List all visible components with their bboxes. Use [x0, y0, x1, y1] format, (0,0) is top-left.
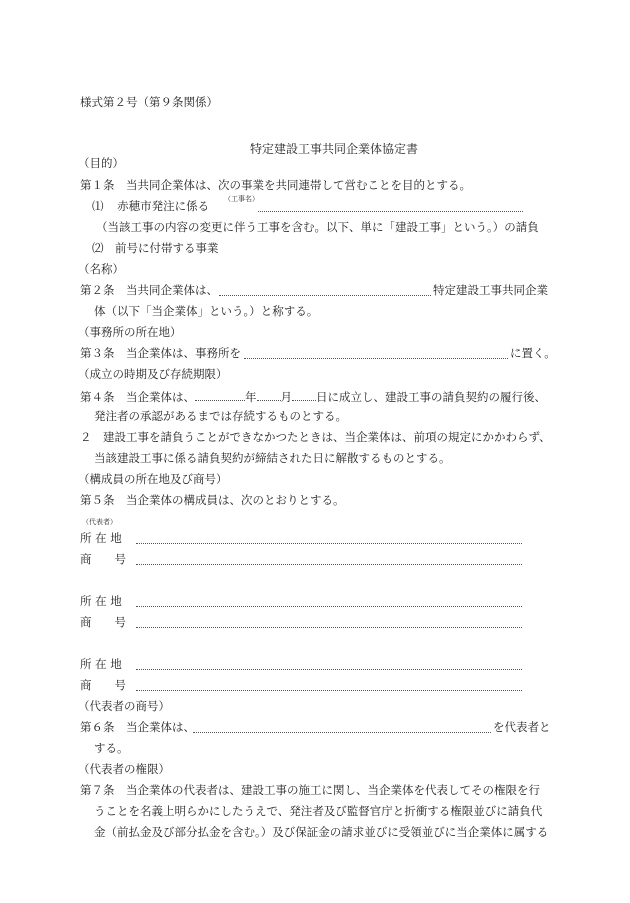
article-1: 第１条 当共同企業体は、次の事業を共同連帯して営むことを目的とする。 — [80, 178, 471, 192]
article-7-line-3: 金（前払金及び部分払金を含む。）及び保証金の請求並びに受領並びに当企業体に属する — [94, 825, 549, 839]
year-blank[interactable] — [195, 390, 245, 401]
article-6-continued: する。 — [94, 741, 129, 755]
item-1-number: ⑴ — [92, 199, 104, 213]
article-3-start: 第３条 当企業体は、事務所を — [80, 346, 241, 360]
name-heading: （名称） — [78, 262, 124, 276]
item-2: ⑵ 前号に付帯する事業 — [92, 241, 219, 255]
member-3-trade-label: 商 号 — [80, 678, 126, 692]
month-blank[interactable] — [257, 390, 281, 401]
member-2-trade-label: 商 号 — [80, 615, 126, 629]
member-1-address-blank[interactable] — [136, 533, 522, 544]
article-4-a: 第４条 当企業体は、 — [80, 390, 195, 404]
member-1-trade-blank[interactable] — [136, 554, 522, 565]
article-7-line-1: 第７条 当企業体の代表者は、建設工事の施工に関し、当企業体を代表してその権限を行 — [80, 783, 540, 797]
article-6-end: を代表者と — [493, 720, 551, 734]
item-1-continued: （当該工事の内容の変更に伴う工事を含む。以下、単に「建設工事」という。）の請負 — [96, 220, 539, 234]
rep-name-heading: （代表者の商号） — [78, 699, 170, 713]
article-2-end: 特定建設工事共同企業 — [433, 283, 548, 297]
member-3-address-blank[interactable] — [136, 659, 522, 670]
office-address-blank[interactable] — [244, 348, 508, 359]
document-title: 特定建設工事共同企業体協定書 — [250, 142, 419, 156]
koji-name-blank[interactable] — [258, 201, 523, 212]
article-2-start: 第２条 当共同企業体は、 — [80, 283, 218, 297]
article-3-end: に置く。 — [510, 346, 556, 360]
article-2-continued: 体（以下「当企業体」という。）と称する。 — [94, 304, 319, 318]
article-4-para-2-continued: 当該建設工事に係る請負契約が締結された日に解散するものとする。 — [94, 451, 451, 465]
koji-name-note: （工事名） — [224, 195, 259, 203]
members-heading: （構成員の所在地及び商号） — [78, 472, 228, 486]
item-1 — [92, 201, 209, 213]
year-label: 年 — [245, 390, 257, 404]
member-2-address-label: 所 在 地 — [80, 594, 122, 608]
purpose-heading: （目的） — [78, 156, 124, 170]
article-5: 第５条 当企業体の構成員は、次のとおりとする。 — [80, 493, 345, 507]
member-2-address-blank[interactable] — [136, 596, 522, 607]
member-1-address-label: 所 在 地 — [80, 531, 122, 545]
period-heading: （成立の時期及び存続期限） — [78, 367, 228, 381]
member-1-trade-label: 商 号 — [80, 552, 126, 566]
representative-note: （代表者） — [82, 518, 117, 526]
item-1-text: 赤穂市発注に係る — [117, 199, 210, 213]
article-7-line-2: うことを名義上明らかにしたうえで、発注者及び監督官庁と折衝する権限並びに請負代 — [94, 804, 543, 818]
article-4-para-2: ２ 建設工事を請負うことができなかつたときは、当企業体は、前項の規定にかかわらず、 — [80, 430, 551, 444]
article-4-continued: 発注者の承認があるまでは存続するものとする。 — [94, 409, 347, 423]
month-label: 月 — [280, 390, 292, 404]
form-label: 様式第２号（第９条関係） — [80, 95, 218, 109]
member-3-trade-blank[interactable] — [136, 680, 522, 691]
authority-heading: （代表者の権限） — [78, 762, 170, 776]
article-6-start: 第６条 当企業体は、 — [80, 720, 195, 734]
article-4-b: 日に成立し、建設工事の請負契約の履行後、 — [316, 390, 546, 404]
article-4 — [80, 390, 546, 404]
representative-blank[interactable] — [193, 722, 491, 733]
day-blank[interactable] — [292, 390, 316, 401]
office-heading: （事務所の所在地） — [78, 325, 182, 339]
member-2-trade-blank[interactable] — [136, 617, 522, 628]
member-3-address-label: 所 在 地 — [80, 657, 122, 671]
jv-name-blank[interactable] — [219, 285, 431, 296]
